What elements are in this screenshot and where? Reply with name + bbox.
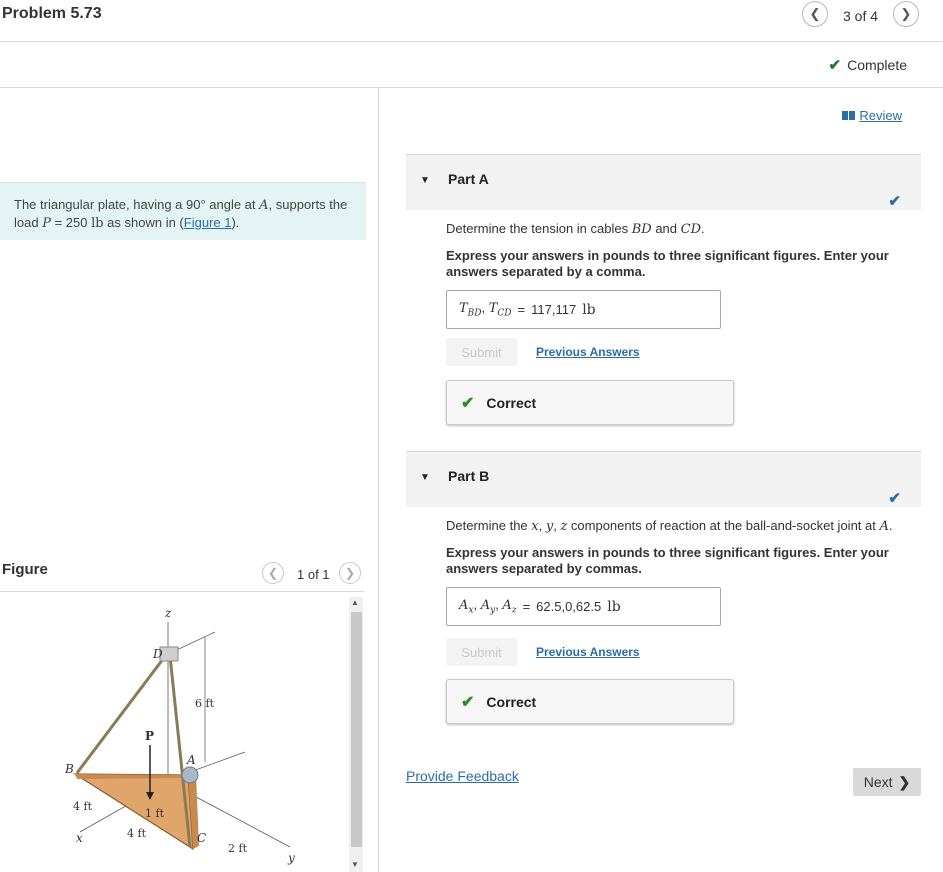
fig-label-1ft: 1 ft xyxy=(145,807,164,820)
scroll-up-icon[interactable]: ▲ xyxy=(351,598,359,607)
problem-counter: 3 of 4 xyxy=(843,8,879,24)
figure-link[interactable]: Figure 1 xyxy=(183,215,232,230)
problem-text: ). xyxy=(231,215,240,230)
axis-var: y xyxy=(545,519,554,534)
cable-bd xyxy=(77,655,166,773)
completion-status-label: Complete xyxy=(847,57,907,73)
axis-var: x xyxy=(531,519,539,534)
problem-text: as shown in ( xyxy=(103,215,184,230)
dimension-line xyxy=(190,752,245,772)
chevron-right-icon: ❯ xyxy=(344,566,356,580)
provide-feedback-link[interactable]: Provide Feedback xyxy=(406,768,519,784)
problem-statement xyxy=(0,182,366,240)
support-d xyxy=(160,647,178,661)
part-a-instruction: Express your answers in pounds to three significant figures. Enter your answers separated by a comma. xyxy=(446,248,889,279)
question-text: and xyxy=(651,221,681,236)
part-b-instruction: Express your answers in pounds to three significant figures. Enter your answers separated by commas. xyxy=(446,545,889,576)
column-divider xyxy=(378,88,379,872)
fig-label-p: P xyxy=(145,729,155,743)
result-label: Correct xyxy=(486,394,537,411)
collapse-triangle-icon: ▼ xyxy=(420,472,430,483)
collapse-triangle-icon: ▼ xyxy=(420,175,430,186)
var-t: T xyxy=(459,301,468,317)
completion-status xyxy=(829,56,908,74)
part-a-result xyxy=(446,380,734,425)
point-a-var: A xyxy=(259,198,269,213)
prev-figure-button[interactable] xyxy=(262,562,284,584)
answer-variables xyxy=(459,300,512,319)
question-text: . xyxy=(888,518,893,533)
var-a: A xyxy=(502,598,512,614)
fig-label-b: B xyxy=(65,762,74,776)
part-a-previous-answers-link[interactable]: Previous Answers xyxy=(536,345,640,359)
scroll-down-icon[interactable]: ▼ xyxy=(351,860,359,869)
answer-variables: $A_x$, $A_y$, $A_z$ xyxy=(459,597,517,616)
question-text: components of reaction at the ball-and-socket joint at xyxy=(567,518,880,533)
answer-unit: lb xyxy=(607,598,621,615)
question-text: . xyxy=(701,221,705,236)
figure-scrollbar-thumb[interactable] xyxy=(351,612,362,847)
fig-label-y: y xyxy=(288,851,295,865)
answer-value: 62.5,0,62.5 xyxy=(536,599,602,614)
next-figure-button[interactable] xyxy=(339,562,361,584)
cable-var: CD xyxy=(680,222,701,237)
part-a-label: Part A xyxy=(448,171,489,187)
review-link[interactable] xyxy=(842,108,902,123)
result-label: Correct xyxy=(486,693,537,710)
chevron-left-icon: ❮ xyxy=(267,566,279,580)
fig-label-2ft: 2 ft xyxy=(228,842,247,855)
fig-label-a: A xyxy=(187,753,196,767)
fig-label-c: C xyxy=(197,831,207,845)
question-text: Determine the tension in cables xyxy=(446,221,632,236)
part-b-previous-answers-link[interactable]: Previous Answers xyxy=(536,645,640,659)
sub-y: y xyxy=(490,605,496,616)
separator: , xyxy=(481,300,489,316)
answer-value: 117,117 xyxy=(531,302,577,317)
book-icon xyxy=(842,111,855,120)
part-b-submit-button[interactable]: Submit xyxy=(446,638,517,666)
checkmark-icon: ✔ xyxy=(828,57,842,74)
checkmark-icon: ✔ xyxy=(888,490,901,507)
problem-text: The triangular plate, having a 90° angle at xyxy=(14,197,260,212)
review-label: Review xyxy=(859,108,902,123)
point-var: A xyxy=(879,519,889,534)
next-problem-button[interactable] xyxy=(893,1,919,27)
part-b-header[interactable] xyxy=(406,451,921,507)
var-a: A xyxy=(480,598,491,614)
part-a-question xyxy=(446,221,906,238)
axis-var: z xyxy=(560,519,568,534)
prev-problem-button[interactable] xyxy=(802,1,828,27)
next-button-label: Next xyxy=(863,774,893,790)
chevron-right-icon: ❯ xyxy=(900,6,912,21)
part-b-answer-field[interactable] xyxy=(446,587,721,626)
load-var: P xyxy=(42,216,51,231)
plate-figure xyxy=(0,592,348,872)
part-a-answer-field[interactable] xyxy=(446,290,721,329)
sub-z: z xyxy=(511,605,517,616)
fig-label-x: x xyxy=(76,831,83,845)
figure-heading: Figure xyxy=(2,561,48,578)
status-divider xyxy=(0,87,943,88)
equals-sign: = xyxy=(517,302,526,317)
checkmark-icon: ✔ xyxy=(888,193,901,210)
chevron-left-icon: ❮ xyxy=(809,6,821,21)
fig-label-z: z xyxy=(165,606,172,620)
header-divider xyxy=(0,41,943,42)
part-b-result xyxy=(446,679,734,724)
sub-cd: CD xyxy=(497,308,512,319)
figure-counter: 1 of 1 xyxy=(297,567,330,582)
load-unit: lb xyxy=(91,216,104,231)
cable-var: BD xyxy=(631,222,652,237)
problem-text: = 250 xyxy=(50,215,92,230)
ball-joint-a xyxy=(182,767,198,783)
next-button[interactable] xyxy=(853,768,921,796)
problem-text: , supports the load xyxy=(14,197,348,230)
part-a-submit-button[interactable]: Submit xyxy=(446,338,517,366)
page-title: Problem 5.73 xyxy=(2,5,102,22)
question-text: Determine the xyxy=(446,518,532,533)
equals-sign: = xyxy=(522,599,531,614)
var-t: T xyxy=(488,301,498,317)
checkmark-icon: ✔ xyxy=(461,693,475,711)
chevron-right-icon: ❯ xyxy=(898,773,911,790)
sub-x: x xyxy=(468,605,474,616)
sub-bd: BD xyxy=(467,308,482,319)
part-b-question: Determine the x, y, z components of reaction at the ball-and-socket joint at A. xyxy=(446,518,893,534)
fig-label-d: D xyxy=(153,647,163,661)
fig-label-4ft-b: 4 ft xyxy=(127,827,146,840)
checkmark-icon: ✔ xyxy=(461,394,475,412)
answer-unit: lb xyxy=(582,301,596,318)
fig-label-4ft-a: 4 ft xyxy=(73,800,92,813)
fig-label-6ft: 6 ft xyxy=(195,697,214,710)
part-b-label: Part B xyxy=(448,468,490,484)
var-a: A xyxy=(459,598,469,614)
part-a-header[interactable] xyxy=(406,154,921,210)
